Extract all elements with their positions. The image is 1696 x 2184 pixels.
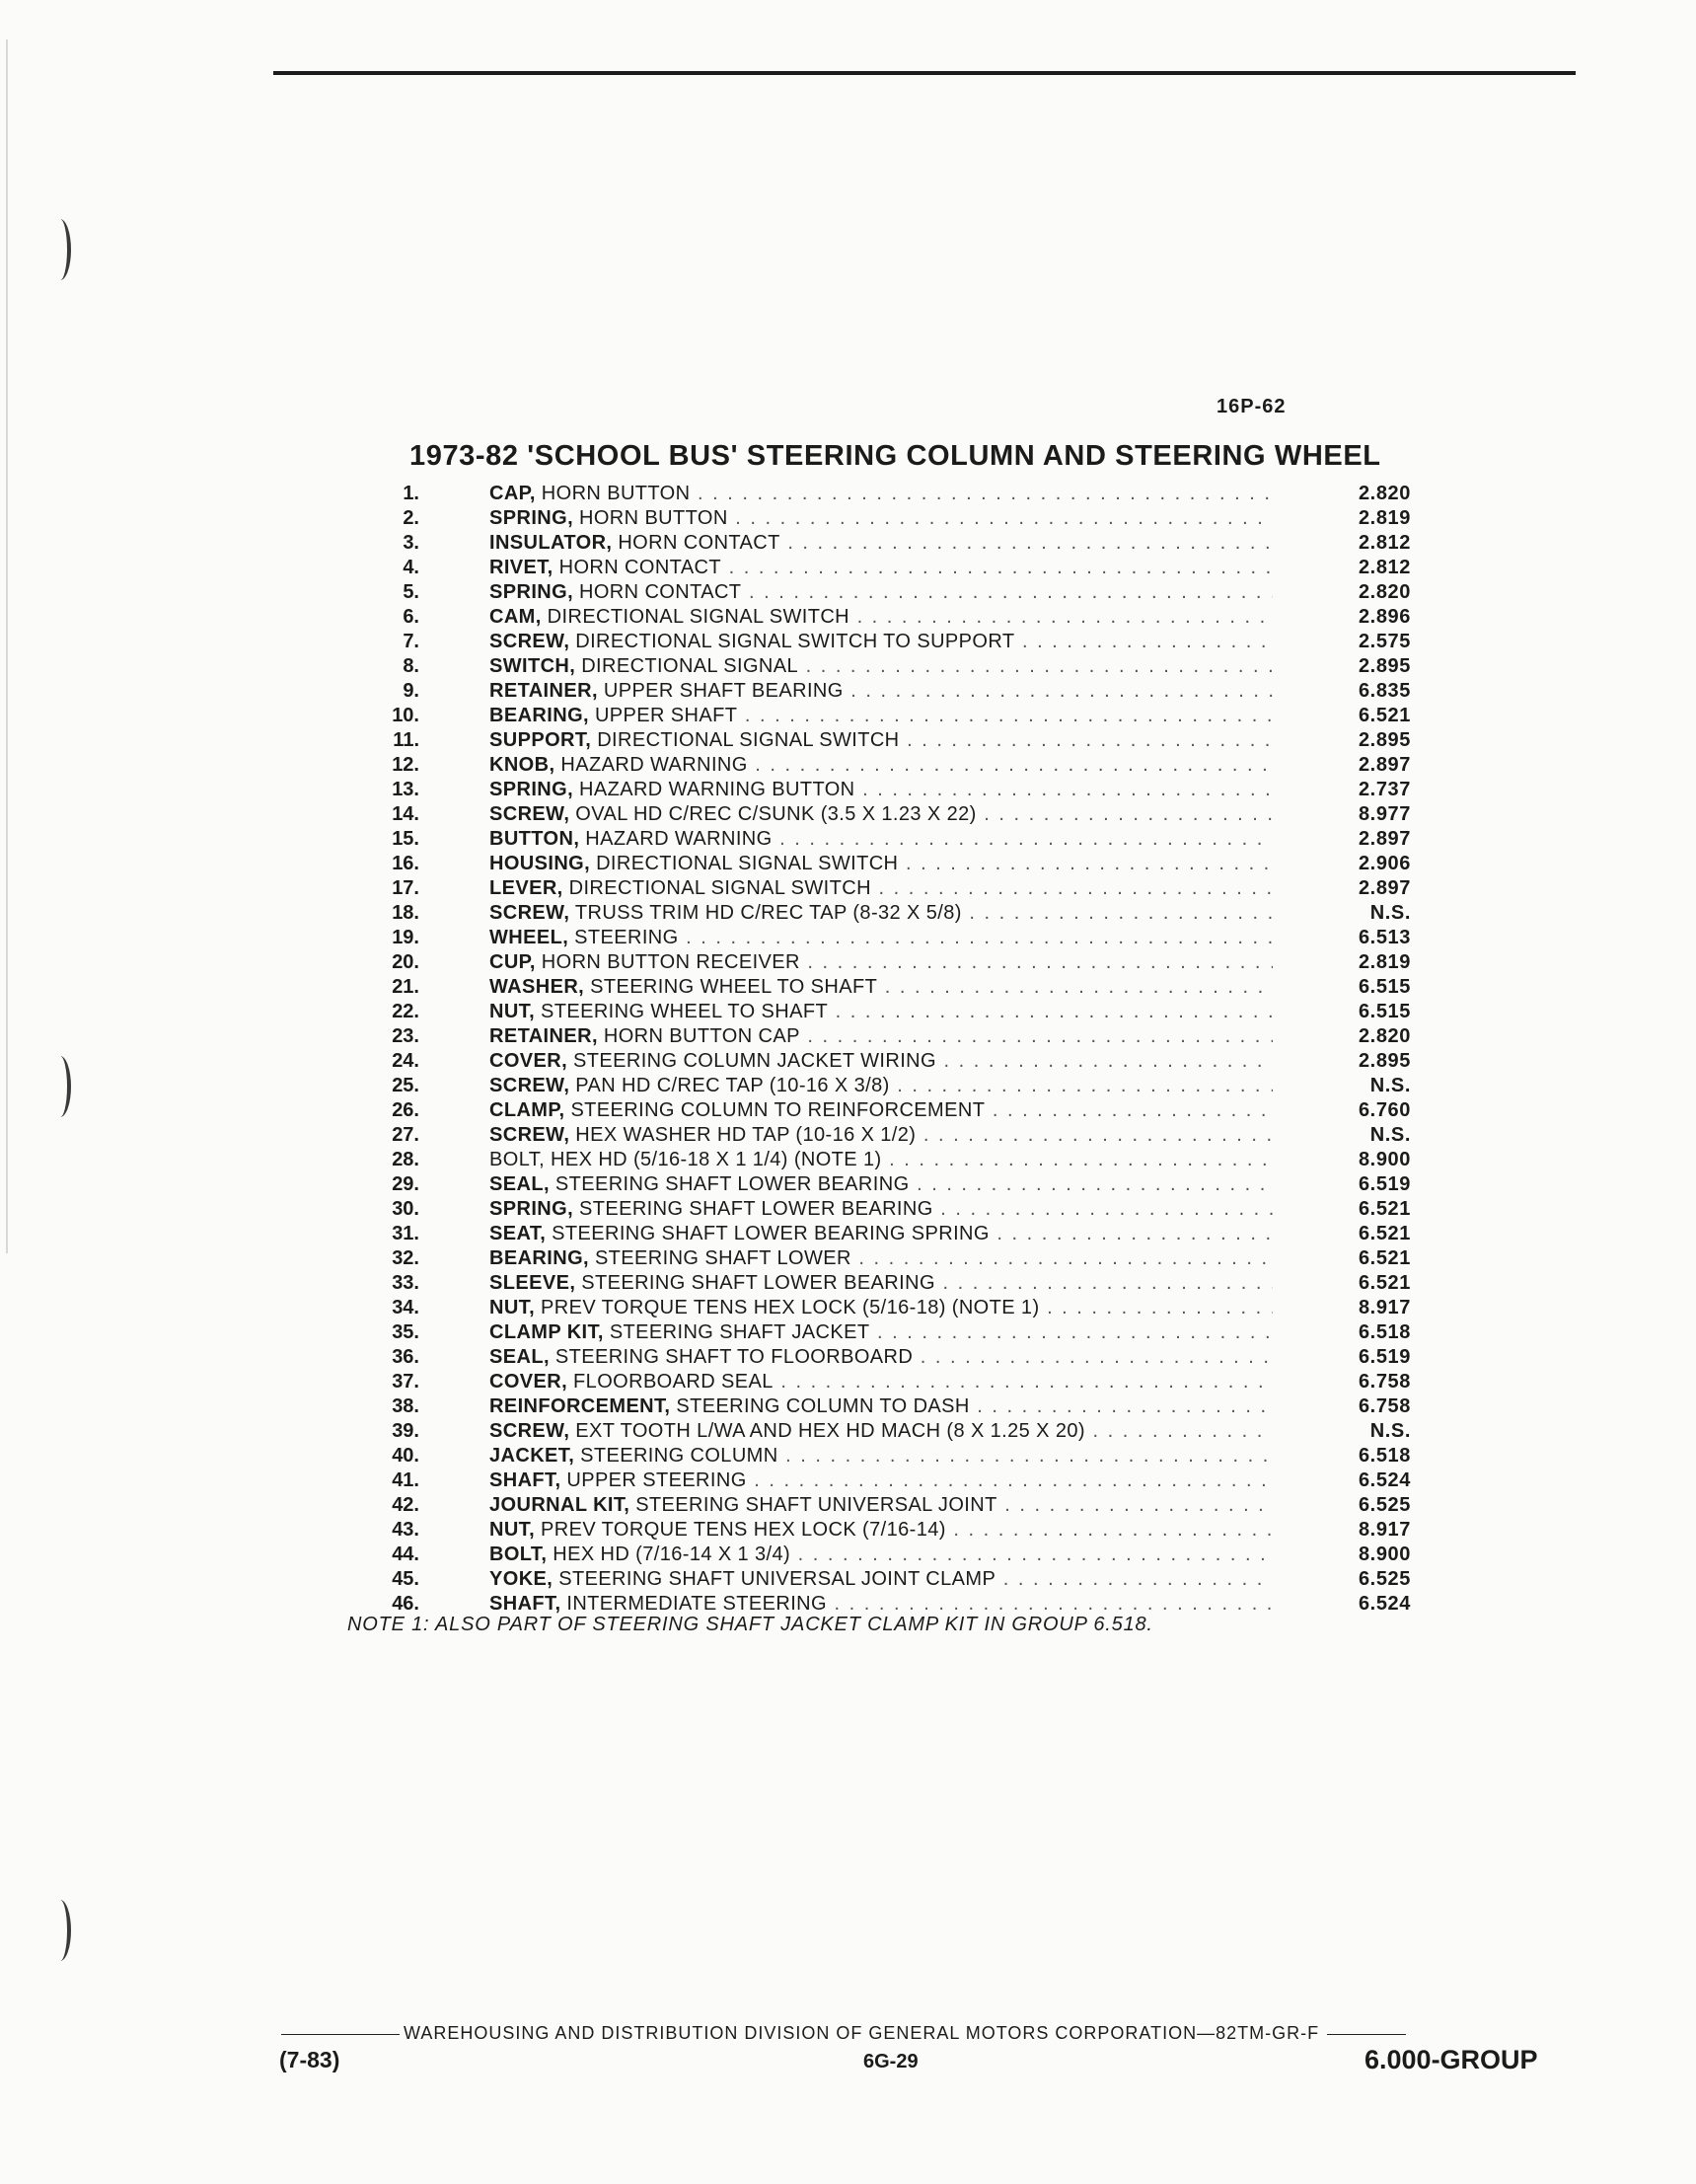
item-number: 18. — [392, 902, 419, 924]
item-part-detail: DIRECTIONAL SIGNAL SWITCH TO SUPPORT — [569, 631, 1015, 652]
item-description — [489, 556, 1273, 580]
item-part-name: COVER, — [489, 1371, 568, 1393]
item-part-detail: STEERING COLUMN TO REINFORCEMENT — [564, 1099, 986, 1121]
list-item — [375, 1345, 1421, 1370]
footer-date: (7-83) — [279, 2047, 340, 2072]
item-group-number: 2.897 — [1358, 754, 1411, 776]
item-group-number: 6.521 — [1358, 705, 1411, 726]
item-part-detail: UPPER SHAFT — [588, 705, 738, 726]
item-group-number: 8.917 — [1358, 1297, 1411, 1318]
item-number: 17. — [392, 877, 419, 899]
item-description — [489, 1197, 1273, 1222]
item-part-name: BOLT, — [489, 1544, 548, 1565]
item-group-number: 8.900 — [1358, 1544, 1411, 1565]
item-group-number: 6.758 — [1358, 1371, 1411, 1393]
item-group-number: N.S. — [1369, 1124, 1411, 1146]
item-description — [489, 506, 1273, 531]
item-part-name: SCREW, — [489, 1420, 570, 1442]
item-part-detail: STEERING SHAFT LOWER BEARING — [549, 1173, 910, 1195]
item-number: 11. — [393, 729, 419, 751]
item-number: 46. — [392, 1593, 419, 1615]
item-description — [489, 1320, 1273, 1345]
item-description — [489, 753, 1273, 778]
list-item — [375, 556, 1421, 580]
item-number: 25. — [392, 1075, 419, 1096]
item-group-number: 6.521 — [1358, 1247, 1411, 1269]
item-part-name: SCREW, — [489, 1124, 570, 1146]
item-part-name: CLAMP, — [489, 1099, 565, 1121]
item-part-detail: DIRECTIONAL SIGNAL — [575, 655, 799, 677]
item-part-name: SHAFT, — [489, 1593, 561, 1615]
list-item — [375, 704, 1421, 728]
item-description — [489, 1469, 1273, 1493]
item-part-name: YOKE, — [489, 1568, 553, 1590]
footer-rule-right — [1327, 2034, 1406, 2035]
item-group-number: 2.895 — [1358, 655, 1411, 677]
item-number: 14. — [392, 803, 419, 825]
item-part-name: SEAT, — [489, 1223, 547, 1244]
item-description — [489, 1419, 1273, 1444]
item-number: 24. — [392, 1050, 419, 1072]
item-group-number: 6.521 — [1358, 1223, 1411, 1244]
item-number: 39. — [392, 1420, 419, 1442]
item-group-number: 2.820 — [1358, 581, 1411, 603]
list-item — [375, 1000, 1421, 1024]
item-group-number: 2.906 — [1358, 853, 1411, 874]
item-number: 33. — [392, 1272, 419, 1294]
item-description — [489, 531, 1273, 556]
item-part-name: SCREW, — [489, 1075, 570, 1096]
item-description — [489, 1148, 1273, 1172]
list-item — [375, 1197, 1421, 1222]
item-number: 45. — [392, 1568, 419, 1590]
item-description — [489, 926, 1273, 950]
list-item — [375, 1296, 1421, 1320]
list-item — [375, 876, 1421, 901]
item-description — [489, 876, 1273, 901]
item-part-name: SPRING, — [489, 779, 574, 800]
item-number: 13. — [392, 779, 419, 800]
item-part-name: SEAL, — [489, 1173, 550, 1195]
punch-hole-top — [49, 219, 71, 280]
item-group-number: 2.820 — [1358, 1025, 1411, 1047]
item-description — [489, 1000, 1273, 1024]
item-group-number: 2.820 — [1358, 483, 1411, 504]
item-part-detail: STEERING SHAFT LOWER BEARING — [575, 1272, 935, 1294]
list-item — [375, 852, 1421, 876]
item-group-number: 2.897 — [1358, 828, 1411, 850]
list-item — [375, 753, 1421, 778]
item-number: 19. — [392, 927, 419, 948]
item-part-detail: STEERING — [568, 927, 679, 948]
item-part-name: KNOB, — [489, 754, 555, 776]
item-description — [489, 482, 1273, 506]
item-part-detail: HORN CONTACT — [573, 581, 742, 603]
list-item — [375, 1493, 1421, 1518]
item-part-detail: FLOORBOARD SEAL — [567, 1371, 774, 1393]
item-number: 28. — [392, 1149, 419, 1170]
item-group-number: 6.518 — [1358, 1445, 1411, 1467]
item-part-name: BEARING, — [489, 1247, 589, 1269]
item-group-number: N.S. — [1369, 1075, 1411, 1096]
item-number: 36. — [392, 1346, 419, 1368]
list-item — [375, 1074, 1421, 1098]
item-number: 6. — [403, 606, 419, 628]
item-group-number: 6.521 — [1358, 1272, 1411, 1294]
item-part-detail: HEX WASHER HD TAP (10-16 X 1/2) — [569, 1124, 917, 1146]
item-group-number: 2.895 — [1358, 1050, 1411, 1072]
item-number: 37. — [392, 1371, 419, 1393]
item-part-detail: DIRECTIONAL SIGNAL SWITCH — [541, 606, 850, 628]
item-description — [489, 1370, 1273, 1394]
item-part-name: SWITCH, — [489, 655, 576, 677]
item-number: 38. — [392, 1395, 419, 1417]
item-part-detail: STEERING SHAFT TO FLOORBOARD — [549, 1346, 914, 1368]
item-description — [489, 827, 1273, 852]
item-part-detail: HORN BUTTON CAP — [597, 1025, 800, 1047]
item-description — [489, 605, 1273, 630]
footer-publisher — [281, 2023, 1406, 2044]
item-group-number: 2.737 — [1358, 779, 1411, 800]
item-part-name: WHEEL, — [489, 927, 569, 948]
item-description — [489, 728, 1273, 753]
item-part-detail: UPPER SHAFT BEARING — [597, 680, 844, 702]
item-description — [489, 1345, 1273, 1370]
list-item — [375, 975, 1421, 1000]
item-description — [489, 1543, 1273, 1567]
item-number: 9. — [403, 680, 419, 702]
item-description — [489, 802, 1273, 827]
item-description — [489, 1123, 1273, 1148]
item-number: 26. — [392, 1099, 419, 1121]
item-description — [489, 1444, 1273, 1469]
item-group-number: 6.515 — [1358, 976, 1411, 998]
list-item — [375, 1024, 1421, 1049]
footer-group: 6.000-GROUP — [1364, 2045, 1538, 2074]
binder-edge-line — [6, 39, 8, 1253]
page-title: 1973-82 'SCHOOL BUS' STEERING COLUMN AND STEERING WHEEL — [409, 440, 1381, 472]
item-number: 3. — [403, 532, 419, 554]
item-number: 4. — [403, 557, 419, 578]
list-item — [375, 1543, 1421, 1567]
item-part-name: RIVET, — [489, 557, 553, 578]
item-description — [489, 1493, 1273, 1518]
item-group-number: 6.519 — [1358, 1173, 1411, 1195]
item-number: 44. — [392, 1544, 419, 1565]
item-part-name: SPRING, — [489, 581, 574, 603]
list-item — [375, 1444, 1421, 1469]
item-part-detail: STEERING COLUMN TO DASH — [670, 1395, 970, 1417]
item-group-number: 2.895 — [1358, 729, 1411, 751]
footnote: NOTE 1: ALSO PART OF STEERING SHAFT JACKET CLAMP KIT IN GROUP 6.518. — [347, 1614, 1153, 1635]
list-item — [375, 630, 1421, 654]
item-part-detail: STEERING COLUMN JACKET WIRING — [567, 1050, 936, 1072]
item-part-detail: STEERING SHAFT LOWER — [588, 1247, 851, 1269]
item-group-number: 2.812 — [1358, 557, 1411, 578]
item-part-detail: OVAL HD C/REC C/SUNK (3.5 X 1.23 X 22) — [569, 803, 977, 825]
list-item — [375, 1419, 1421, 1444]
item-group-number: 6.515 — [1358, 1001, 1411, 1022]
item-part-detail: BOLT, HEX HD (5/16-18 X 1 1/4) (NOTE 1) — [489, 1149, 882, 1170]
item-part-name: SUPPORT, — [489, 729, 592, 751]
item-description — [489, 704, 1273, 728]
item-part-detail: HORN CONTACT — [612, 532, 780, 554]
item-group-number: N.S. — [1369, 1420, 1411, 1442]
item-part-name: SPRING, — [489, 507, 574, 529]
list-item — [375, 1567, 1421, 1592]
item-part-detail: DIRECTIONAL SIGNAL SWITCH — [591, 729, 900, 751]
item-number: 34. — [392, 1297, 419, 1318]
item-number: 22. — [392, 1001, 419, 1022]
parts-list — [375, 482, 1421, 1617]
item-part-detail: STEERING COLUMN — [574, 1445, 778, 1467]
item-group-number: 6.524 — [1358, 1469, 1411, 1491]
item-part-name: BUTTON, — [489, 828, 580, 850]
item-group-number: 8.977 — [1358, 803, 1411, 825]
item-description — [489, 679, 1273, 704]
item-part-name: LEVER, — [489, 877, 563, 899]
list-item — [375, 482, 1421, 506]
item-part-name: RETAINER, — [489, 680, 598, 702]
item-part-detail: DIRECTIONAL SIGNAL SWITCH — [562, 877, 871, 899]
item-number: 35. — [392, 1321, 419, 1343]
item-group-number: 6.524 — [1358, 1593, 1411, 1615]
item-number: 41. — [392, 1469, 419, 1491]
item-number: 40. — [392, 1445, 419, 1467]
item-number: 15. — [392, 828, 419, 850]
item-part-detail: HEX HD (7/16-14 X 1 3/4) — [547, 1544, 791, 1565]
list-item — [375, 1320, 1421, 1345]
item-description — [489, 1024, 1273, 1049]
list-item — [375, 679, 1421, 704]
item-group-number: 6.758 — [1358, 1395, 1411, 1417]
item-number: 12. — [392, 754, 419, 776]
item-group-number: 6.525 — [1358, 1568, 1411, 1590]
item-part-detail: HORN CONTACT — [553, 557, 722, 578]
item-part-detail: HORN BUTTON — [573, 507, 728, 529]
item-part-detail: EXT TOOTH L/WA AND HEX HD MACH (8 X 1.25 X 20) — [569, 1420, 1085, 1442]
item-number: 20. — [392, 951, 419, 973]
item-number: 16. — [392, 853, 419, 874]
list-item — [375, 605, 1421, 630]
item-part-detail: STEERING WHEEL TO SHAFT — [535, 1001, 829, 1022]
item-part-name: SHAFT, — [489, 1469, 561, 1491]
item-description — [489, 778, 1273, 802]
item-part-name: NUT, — [489, 1001, 536, 1022]
list-item — [375, 1469, 1421, 1493]
list-item — [375, 778, 1421, 802]
item-part-name: REINFORCEMENT, — [489, 1395, 671, 1417]
list-item — [375, 1222, 1421, 1246]
item-description — [489, 1246, 1273, 1271]
item-description — [489, 580, 1273, 605]
item-group-number: 2.819 — [1358, 951, 1411, 973]
item-part-name: CLAMP KIT, — [489, 1321, 604, 1343]
item-part-detail: PREV TORQUE TENS HEX LOCK (5/16-18) (NOTE 1) — [535, 1297, 1040, 1318]
item-group-number: 6.835 — [1358, 680, 1411, 702]
item-description — [489, 1172, 1273, 1197]
item-group-number: 2.812 — [1358, 532, 1411, 554]
item-description — [489, 1567, 1273, 1592]
item-part-detail: INTERMEDIATE STEERING — [560, 1593, 827, 1615]
list-item — [375, 506, 1421, 531]
list-item — [375, 1098, 1421, 1123]
item-description — [489, 950, 1273, 975]
item-part-name: JACKET, — [489, 1445, 575, 1467]
item-part-detail: STEERING SHAFT UNIVERSAL JOINT — [629, 1494, 997, 1516]
list-item — [375, 1049, 1421, 1074]
footer-page-number: 6G-29 — [863, 2051, 919, 2072]
item-description — [489, 1271, 1273, 1296]
item-part-detail: STEERING SHAFT LOWER BEARING — [573, 1198, 933, 1220]
item-group-number: 8.900 — [1358, 1149, 1411, 1170]
item-part-name: RETAINER, — [489, 1025, 598, 1047]
item-part-name: NUT, — [489, 1297, 536, 1318]
item-number: 23. — [392, 1025, 419, 1047]
item-part-name: JOURNAL KIT, — [489, 1494, 630, 1516]
punch-hole-bottom — [49, 1900, 71, 1961]
item-description — [489, 852, 1273, 876]
item-number: 42. — [392, 1494, 419, 1516]
list-item — [375, 802, 1421, 827]
list-item — [375, 827, 1421, 852]
list-item — [375, 1518, 1421, 1543]
list-item — [375, 728, 1421, 753]
item-number: 8. — [403, 655, 419, 677]
item-part-detail: PREV TORQUE TENS HEX LOCK (7/16-14) — [535, 1519, 946, 1541]
item-part-detail: HAZARD WARNING — [579, 828, 773, 850]
item-part-detail: UPPER STEERING — [560, 1469, 747, 1491]
list-item — [375, 950, 1421, 975]
item-description — [489, 1074, 1273, 1098]
item-part-detail: STEERING SHAFT LOWER BEARING SPRING — [546, 1223, 990, 1244]
item-part-name: NUT, — [489, 1519, 536, 1541]
item-part-name: CAP, — [489, 483, 536, 504]
item-part-detail: STEERING SHAFT JACKET — [603, 1321, 870, 1343]
item-description — [489, 1222, 1273, 1246]
item-part-detail: HAZARD WARNING — [554, 754, 748, 776]
item-number: 5. — [403, 581, 419, 603]
item-part-name: SCREW, — [489, 902, 570, 924]
item-part-detail: HORN BUTTON RECEIVER — [535, 951, 800, 973]
item-part-name: CUP, — [489, 951, 536, 973]
item-part-name: SEAL, — [489, 1346, 550, 1368]
item-number: 31. — [392, 1223, 419, 1244]
list-item — [375, 1123, 1421, 1148]
item-part-name: CAM, — [489, 606, 542, 628]
item-part-name: WASHER, — [489, 976, 585, 998]
list-item — [375, 1394, 1421, 1419]
item-group-number: 2.896 — [1358, 606, 1411, 628]
item-group-number: 6.519 — [1358, 1346, 1411, 1368]
footer-rule-left — [281, 2034, 400, 2035]
item-number: 10. — [392, 705, 419, 726]
list-item — [375, 1172, 1421, 1197]
item-description — [489, 975, 1273, 1000]
item-description — [489, 1098, 1273, 1123]
item-part-detail: STEERING SHAFT UNIVERSAL JOINT CLAMP — [553, 1568, 996, 1590]
list-item — [375, 926, 1421, 950]
list-item — [375, 580, 1421, 605]
item-part-detail: DIRECTIONAL SIGNAL SWITCH — [590, 853, 899, 874]
list-item — [375, 1370, 1421, 1394]
punch-hole-middle — [49, 1056, 71, 1117]
list-item — [375, 1246, 1421, 1271]
item-group-number: 8.917 — [1358, 1519, 1411, 1541]
item-part-detail: PAN HD C/REC TAP (10-16 X 3/8) — [569, 1075, 890, 1096]
item-description — [489, 901, 1273, 926]
item-number: 30. — [392, 1198, 419, 1220]
list-item — [375, 654, 1421, 679]
item-number: 29. — [392, 1173, 419, 1195]
item-part-name: COVER, — [489, 1050, 568, 1072]
item-part-detail: HAZARD WARNING BUTTON — [573, 779, 855, 800]
item-description — [489, 654, 1273, 679]
item-group-number: 2.575 — [1358, 631, 1411, 652]
item-number: 32. — [392, 1247, 419, 1269]
item-description — [489, 1518, 1273, 1543]
item-description — [489, 1394, 1273, 1419]
item-description — [489, 1049, 1273, 1074]
item-number: 7. — [403, 631, 419, 652]
item-part-detail: TRUSS TRIM HD C/REC TAP (8-32 X 5/8) — [569, 902, 962, 924]
item-part-name: SLEEVE, — [489, 1272, 576, 1294]
footer-publisher-text: WAREHOUSING AND DISTRIBUTION DIVISION OF GENERAL MOTORS CORPORATION—82TM-GR-F — [404, 2023, 1320, 2043]
item-number: 43. — [392, 1519, 419, 1541]
item-number: 21. — [392, 976, 419, 998]
page-number: 16P-62 — [1217, 396, 1287, 417]
item-part-name: SCREW, — [489, 631, 570, 652]
item-group-number: 6.760 — [1358, 1099, 1411, 1121]
item-group-number: 2.897 — [1358, 877, 1411, 899]
item-group-number: 6.521 — [1358, 1198, 1411, 1220]
item-part-name: SCREW, — [489, 803, 570, 825]
list-item — [375, 901, 1421, 926]
list-item — [375, 531, 1421, 556]
item-number: 2. — [403, 507, 419, 529]
item-number: 1. — [403, 483, 419, 504]
list-item — [375, 1148, 1421, 1172]
item-number: 27. — [392, 1124, 419, 1146]
item-part-detail: STEERING WHEEL TO SHAFT — [584, 976, 878, 998]
header-rule — [273, 71, 1576, 75]
item-group-number: 6.525 — [1358, 1494, 1411, 1516]
item-part-name: HOUSING, — [489, 853, 591, 874]
item-group-number: 6.513 — [1358, 927, 1411, 948]
item-description — [489, 630, 1273, 654]
item-description — [489, 1296, 1273, 1320]
item-group-number: 2.819 — [1358, 507, 1411, 529]
item-group-number: N.S. — [1369, 902, 1411, 924]
item-part-detail: HORN BUTTON — [535, 483, 691, 504]
item-group-number: 6.518 — [1358, 1321, 1411, 1343]
item-part-name: BEARING, — [489, 705, 589, 726]
item-part-name: SPRING, — [489, 1198, 574, 1220]
list-item — [375, 1271, 1421, 1296]
item-part-name: INSULATOR, — [489, 532, 613, 554]
